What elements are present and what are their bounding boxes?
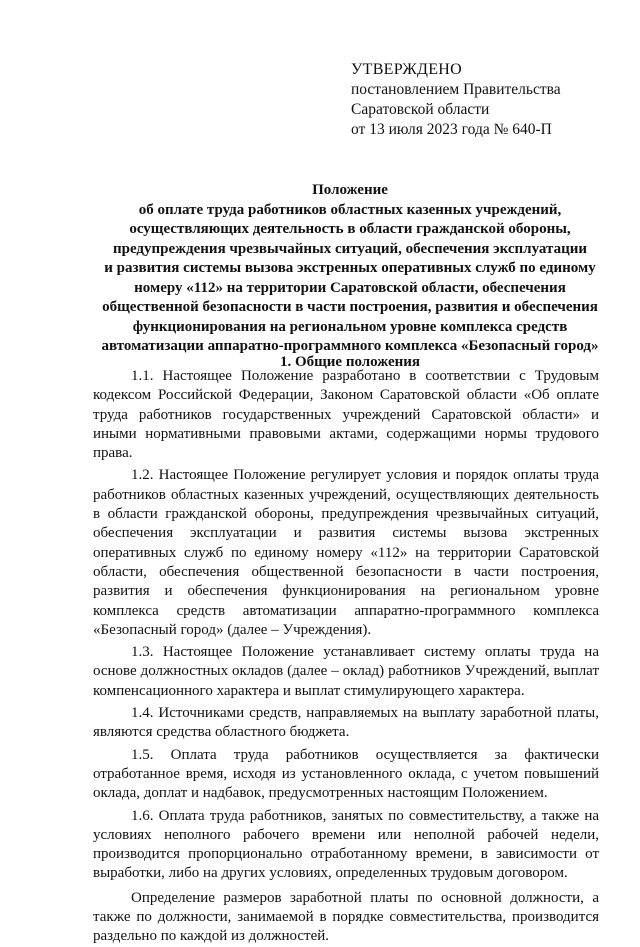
title-line: автоматизации аппаратно-программного комплекса «Безопасный город» [101, 338, 599, 354]
title-line: функционирования на региональном уровне комплекса средств [132, 318, 568, 335]
paragraph-1-2: 1.2. Настоящее Положение регулирует условия и порядок оплаты труда работников областных казенных учреждений, осуществляющих деятельность в области гражданской обороны, предупреждения чрезвычайных ситуаций, обеспечения эксплуатации и развития системы вызова экстренных оперативных служб по единому номеру «112» на территории Саратовской области, обеспечения общественной безопасности в части построения, развития и обеспечения функционирования на региональном уровне комплекса средств автоматизации аппаратно-программного комплекса «Безопасный город» (далее – Учреждения). [93, 467, 599, 638]
title-line: об оплате труда работников областных казенных учреждений, [138, 201, 562, 218]
title-line: осуществляющих деятельность в области гражданской обороны, [129, 221, 571, 237]
paragraph-1-1: 1.1. Настоящее Положение разработано в соответствии с Трудовым кодексом Российской Федерации, Законом Саратовской области «Об оплате труда работников государственных учреждений Саратовской области» и иными нормативными правовыми актами, содержащими нормы трудового права. [93, 368, 599, 462]
paragraph-1-6: 1.6. Оплата труда работников, занятых по совместительству, а также на условиях неполного рабочего времени или неполной рабочей недели, производится пропорционально отработанному времени, в зависимости от выработки, либо на других условиях, определенных трудовым договором. [93, 807, 599, 882]
approval-stamp [351, 60, 561, 140]
document-title [90, 181, 610, 357]
title-line: номеру «112» на территории Саратовской области, обеспечения [134, 279, 566, 296]
approval-heading: УТВЕРЖДЕНО [351, 61, 463, 78]
paragraph-1-5: 1.5. Оплата труда работников осуществляется за фактически отработанное время, исходя из установленного оклада, с учетом повышений оклада, доплат и надбавок, предусмотренных настоящим Положением. [93, 746, 599, 802]
title-line: общественной безопасности в части построения, развития и обеспечения [102, 299, 598, 315]
paragraph-1-7: Определение размеров заработной платы по основной должности, а также по должности, занимаемой в порядке совместительства, производится раздельно по каждой из должностей. [93, 889, 599, 945]
title-line: Положение [312, 182, 388, 198]
paragraph-1-4: 1.4. Источниками средств, направляемых на выплату заработной платы, являются средства областного бюджета. [93, 705, 599, 741]
approval-line: постановлением Правительства [351, 81, 561, 98]
title-line: и развития системы вызова экстренных оперативных служб по единому [104, 260, 596, 276]
section-body [93, 367, 599, 947]
paragraph-1-3: 1.3. Настоящее Положение устанавливает систему оплаты труда на основе должностных окладов (далее – оклад) работников Учреждений, выплат компенсационного характера и выплат стимулирующего характера. [93, 644, 599, 699]
approval-line: Саратовской области [351, 101, 490, 118]
section-heading: 1. Общие положения [279, 354, 421, 370]
approval-date-line: от 13 июля 2023 года № 640-П [351, 121, 552, 138]
title-line: предупреждения чрезвычайных ситуаций, обеспечения эксплуатации [112, 240, 587, 257]
